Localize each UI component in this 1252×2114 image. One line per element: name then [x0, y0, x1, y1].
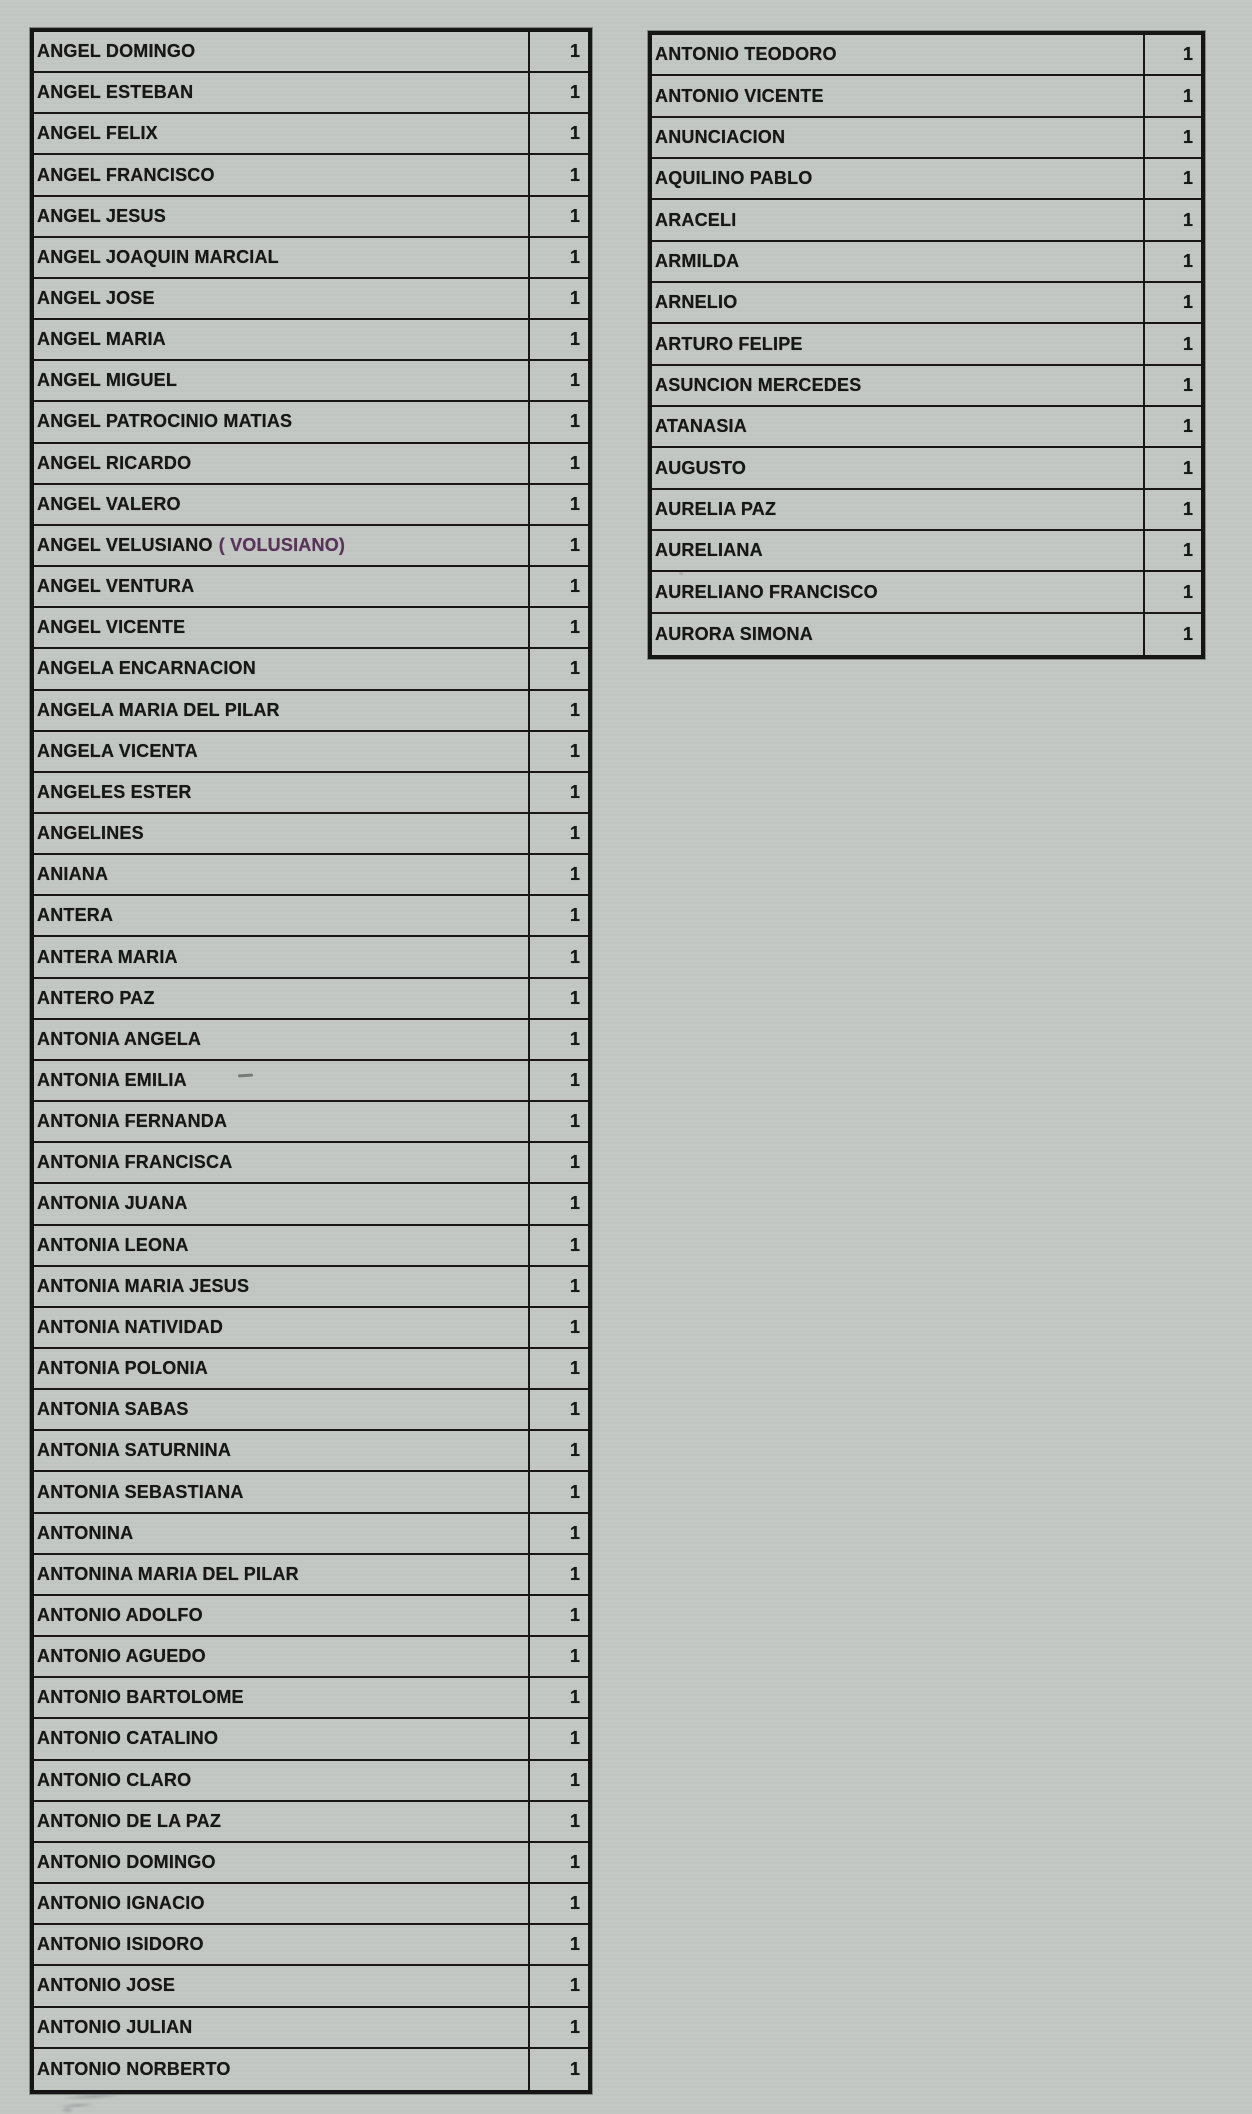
name-cell: ANGELINES [34, 814, 530, 853]
name-cell: ARMILDA [652, 242, 1145, 281]
count-cell: 1 [1182, 44, 1193, 65]
count-cell: 1 [1182, 292, 1193, 313]
count-cell: 1 [569, 1316, 580, 1337]
table-row [34, 608, 588, 649]
count-cell: 1 [569, 864, 580, 885]
count-cell: 1 [569, 1769, 580, 1790]
table-row [34, 814, 588, 855]
table-row [34, 691, 588, 732]
count-cell: 1 [569, 205, 580, 226]
count-cell: 1 [569, 1111, 580, 1132]
table-row [34, 1761, 588, 1802]
count-cell: 1 [569, 288, 580, 309]
table-row [34, 114, 588, 155]
table-row [34, 1184, 588, 1225]
table-row [652, 118, 1201, 159]
count-cell: 1 [1182, 457, 1193, 478]
name-cell: ANUNCIACION [652, 118, 1145, 157]
count-cell: 1 [569, 1399, 580, 1420]
name-cell: ANTONIO NORBERTO [34, 2049, 530, 2090]
name-cell: ANTONIA FERNANDA [34, 1102, 530, 1141]
table-row [34, 1555, 588, 1596]
count-cell: 1 [569, 370, 580, 391]
table-row [34, 2008, 588, 2049]
table-row [34, 444, 588, 485]
table-row [34, 279, 588, 320]
table-row [34, 1349, 588, 1390]
name-cell: ANTERA [34, 896, 530, 935]
name-cell: ANTONIA ANGELA [34, 1020, 530, 1059]
table-row [34, 1637, 588, 1678]
count-cell: 1 [569, 1563, 580, 1584]
names-table-right [648, 31, 1205, 659]
name-cell: ASUNCION MERCEDES [652, 366, 1145, 405]
name-cell: ARACELI [652, 200, 1145, 239]
name-cell: ANGEL FRANCISCO [34, 155, 530, 194]
name-cell: ANGEL VICENTE [34, 608, 530, 647]
count-cell: 1 [569, 946, 580, 967]
table-row [34, 197, 588, 238]
table-row [652, 76, 1201, 117]
table-row [652, 242, 1201, 283]
count-cell: 1 [569, 1810, 580, 1831]
count-cell: 1 [569, 1522, 580, 1543]
count-cell: 1 [569, 452, 580, 473]
table-row [652, 35, 1201, 76]
table-row [652, 448, 1201, 489]
table-row [34, 1226, 588, 1267]
name-cell: ANGEL ESTEBAN [34, 73, 530, 112]
table-row [34, 320, 588, 361]
count-cell: 1 [569, 987, 580, 1008]
table-row [652, 324, 1201, 365]
table-row [34, 649, 588, 690]
count-cell: 1 [569, 1646, 580, 1667]
name-cell: ANTONIO JOSE [34, 1966, 530, 2005]
name-cell: ANTONIO ADOLFO [34, 1596, 530, 1635]
count-cell: 1 [1182, 581, 1193, 602]
count-cell: 1 [569, 1934, 580, 1955]
table-row [34, 1267, 588, 1308]
table-row [34, 1925, 588, 1966]
count-cell: 1 [569, 1975, 580, 1996]
count-cell: 1 [569, 1440, 580, 1461]
name-cell: AURELIANA [652, 531, 1145, 570]
count-cell: 1 [1182, 168, 1193, 189]
name-cell: ANTONIO CATALINO [34, 1719, 530, 1758]
name-cell: AQUILINO PABLO [652, 159, 1145, 198]
name-cell: ANTONIO DOMINGO [34, 1843, 530, 1882]
name-cell: ANGELA ENCARNACION [34, 649, 530, 688]
names-table-left [30, 28, 592, 2094]
count-cell: 1 [569, 123, 580, 144]
name-cell: ANTONIO IGNACIO [34, 1884, 530, 1923]
table-row [34, 1390, 588, 1431]
table-row [34, 1102, 588, 1143]
table-row [34, 979, 588, 1020]
table-row [34, 361, 588, 402]
alt-name: ( VOLUSIANO) [218, 534, 346, 555]
table-row [34, 1678, 588, 1719]
pencil-smudge [54, 2088, 150, 2114]
table-row [34, 1020, 588, 1061]
name-cell: ANTONIO AGUEDO [34, 1637, 530, 1676]
count-cell: 1 [569, 617, 580, 638]
name-cell: ANTONIO VICENTE [652, 76, 1145, 115]
count-cell: 1 [569, 329, 580, 350]
table-row [34, 896, 588, 937]
table-row [652, 531, 1201, 572]
table-row [34, 1884, 588, 1925]
name-cell: ANGEL VELUSIANO ( VOLUSIANO) [34, 526, 530, 565]
table-row [34, 485, 588, 526]
name-cell: ANIANA [34, 855, 530, 894]
name-cell: ANGELES ESTER [34, 773, 530, 812]
count-cell: 1 [569, 493, 580, 514]
name-cell: ANTONIO JULIAN [34, 2008, 530, 2047]
table-row [34, 773, 588, 814]
name-cell: ANGEL PATROCINIO MATIAS [34, 402, 530, 441]
count-cell: 1 [569, 1275, 580, 1296]
name-cell: ANGEL DOMINGO [34, 32, 530, 71]
table-row [34, 855, 588, 896]
table-row [34, 1472, 588, 1513]
table-row [34, 1843, 588, 1884]
count-cell: 1 [569, 2058, 580, 2079]
name-cell: ANTONIO DE LA PAZ [34, 1802, 530, 1841]
table-row [34, 1514, 588, 1555]
count-cell: 1 [569, 534, 580, 555]
name-cell: ANTONIA SEBASTIANA [34, 1472, 530, 1511]
table-row [652, 159, 1201, 200]
name-cell: ARNELIO [652, 283, 1145, 322]
name-cell: AUGUSTO [652, 448, 1145, 487]
table-row [34, 238, 588, 279]
name-cell: ANGELA MARIA DEL PILAR [34, 691, 530, 730]
count-cell: 1 [569, 905, 580, 926]
count-cell: 1 [569, 1069, 580, 1090]
count-cell: 1 [569, 699, 580, 720]
count-cell: 1 [569, 576, 580, 597]
count-cell: 1 [1182, 540, 1193, 561]
count-cell: 1 [569, 1851, 580, 1872]
name-cell: ANGEL JOAQUIN MARCIAL [34, 238, 530, 277]
count-cell: 1 [569, 740, 580, 761]
name-cell: ANTONIO TEODORO [652, 35, 1145, 74]
count-cell: 1 [569, 41, 580, 62]
count-cell: 1 [569, 1193, 580, 1214]
name-cell: ANTONIA MARIA JESUS [34, 1267, 530, 1306]
name-cell: AURELIANO FRANCISCO [652, 572, 1145, 611]
name-cell: ANGEL JOSE [34, 279, 530, 318]
name-cell: ANTONINA [34, 1514, 530, 1553]
table-row [34, 155, 588, 196]
count-cell: 1 [1182, 209, 1193, 230]
table-row [34, 526, 588, 567]
table-row [34, 32, 588, 73]
count-cell: 1 [569, 1893, 580, 1914]
count-cell: 1 [569, 1028, 580, 1049]
count-cell: 1 [569, 823, 580, 844]
table-row [34, 1143, 588, 1184]
name-cell: ATANASIA [652, 407, 1145, 446]
count-cell: 1 [1182, 374, 1193, 395]
name-cell: ANGEL FELIX [34, 114, 530, 153]
table-row [652, 366, 1201, 407]
count-cell: 1 [569, 658, 580, 679]
name-cell: ANTONIA NATIVIDAD [34, 1308, 530, 1347]
table-row [34, 1966, 588, 2007]
count-cell: 1 [569, 1728, 580, 1749]
count-cell: 1 [569, 246, 580, 267]
name-cell: ANTONIA FRANCISCA [34, 1143, 530, 1182]
count-cell: 1 [569, 1152, 580, 1173]
name-cell: ANTERO PAZ [34, 979, 530, 1018]
count-cell: 1 [569, 411, 580, 432]
name-cell: ANTONIA LEONA [34, 1226, 530, 1265]
count-cell: 1 [1182, 498, 1193, 519]
count-cell: 1 [569, 82, 580, 103]
count-cell: 1 [1182, 85, 1193, 106]
table-row [34, 1719, 588, 1760]
table-row [34, 1061, 588, 1102]
count-cell: 1 [569, 2016, 580, 2037]
name-cell: AURELIA PAZ [652, 490, 1145, 529]
table-row [34, 1431, 588, 1472]
name-cell: ANGEL RICARDO [34, 444, 530, 483]
name-cell: ANTONIA SATURNINA [34, 1431, 530, 1470]
table-row [34, 1802, 588, 1843]
name-cell: ANTERA MARIA [34, 937, 530, 976]
table-row [652, 614, 1201, 655]
count-cell: 1 [569, 1358, 580, 1379]
table-row [34, 2049, 588, 2090]
table-row [34, 937, 588, 978]
count-cell: 1 [569, 781, 580, 802]
name-cell: ANTONIO BARTOLOME [34, 1678, 530, 1717]
name-cell: ANTONIA JUANA [34, 1184, 530, 1223]
count-cell: 1 [569, 1605, 580, 1626]
table-row [652, 490, 1201, 531]
name-cell: ANGEL MIGUEL [34, 361, 530, 400]
name-cell: ANGEL JESUS [34, 197, 530, 236]
name-cell: ANTONIO CLARO [34, 1761, 530, 1800]
table-row [34, 1308, 588, 1349]
table-row [652, 572, 1201, 613]
name-cell: ANTONIA SABAS [34, 1390, 530, 1429]
table-row [34, 732, 588, 773]
count-cell: 1 [569, 1687, 580, 1708]
name-cell: ANTONIA POLONIA [34, 1349, 530, 1388]
table-row [652, 200, 1201, 241]
table-row [34, 567, 588, 608]
table-row [652, 407, 1201, 448]
count-cell: 1 [569, 1481, 580, 1502]
table-row [652, 283, 1201, 324]
name-cell: ANGEL VENTURA [34, 567, 530, 606]
name-cell: ARTURO FELIPE [652, 324, 1145, 363]
table-row [34, 73, 588, 114]
count-cell: 1 [1182, 250, 1193, 271]
count-cell: 1 [1182, 126, 1193, 147]
name-cell: ANGEL VALERO [34, 485, 530, 524]
count-cell: 1 [1182, 333, 1193, 354]
count-cell: 1 [569, 1234, 580, 1255]
name-cell: ANTONIO ISIDORO [34, 1925, 530, 1964]
count-cell: 1 [1182, 416, 1193, 437]
table-row [34, 402, 588, 443]
name-cell: ANGEL MARIA [34, 320, 530, 359]
count-cell: 1 [1182, 623, 1193, 644]
name-cell: AURORA SIMONA [652, 614, 1145, 655]
name-cell: ANTONINA MARIA DEL PILAR [34, 1555, 530, 1594]
name-cell: ANTONIA EMILIA [34, 1061, 530, 1100]
name-cell: ANGELA VICENTA [34, 732, 530, 771]
table-row [34, 1596, 588, 1637]
count-cell: 1 [569, 164, 580, 185]
